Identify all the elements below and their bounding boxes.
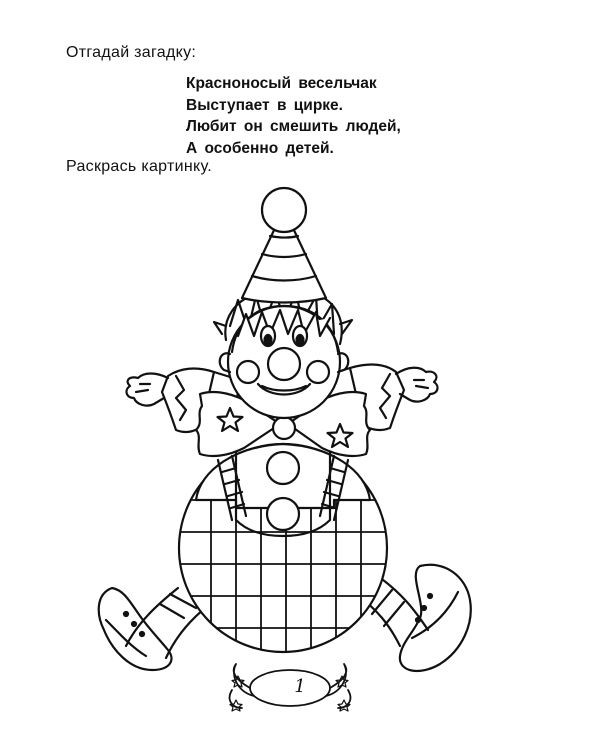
page-number: 1 (294, 676, 306, 697)
clown-hat (242, 188, 326, 303)
riddle-line: А особенно детей. (186, 139, 334, 157)
coloring-instruction: Раскрась картинку. (66, 158, 212, 175)
riddle-line: Выступает в цирке. (186, 96, 343, 114)
riddle-line: Любит он смешить людей, (186, 118, 401, 135)
star-icon (230, 700, 242, 711)
riddle-instruction: Отгадай загадку: (66, 44, 197, 61)
riddle-line: Красноносый весельчак (186, 75, 377, 92)
star-icon (338, 700, 350, 711)
right-shoe (400, 565, 471, 671)
clown-body (150, 444, 420, 660)
